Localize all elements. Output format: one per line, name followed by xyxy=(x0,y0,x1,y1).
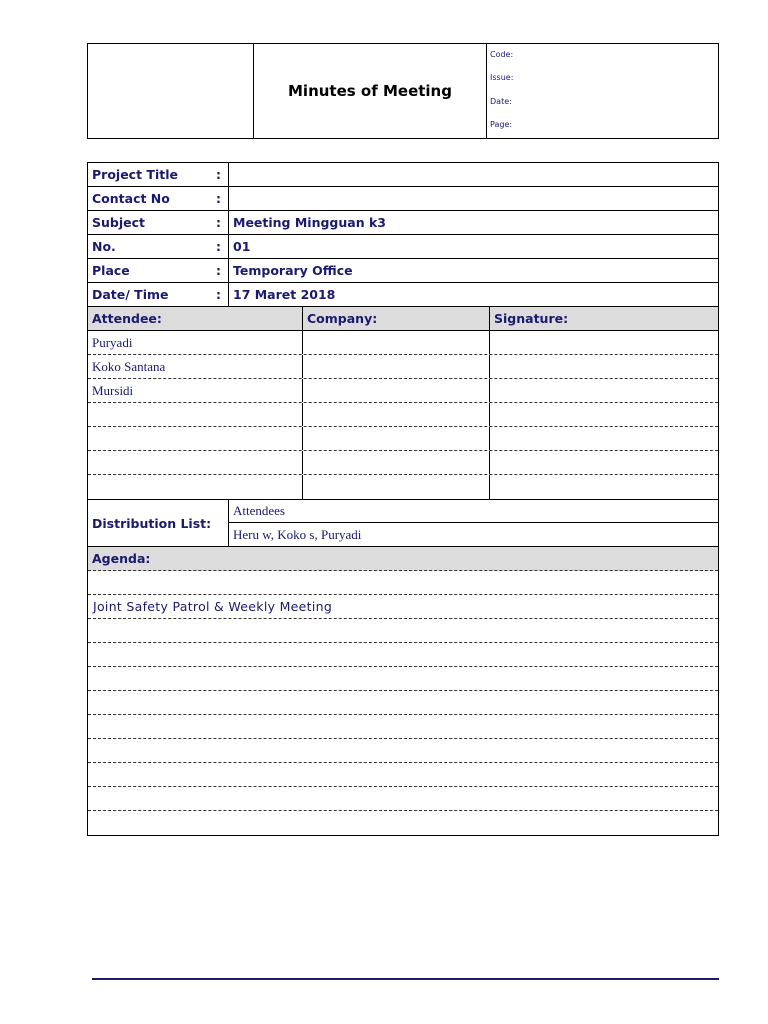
field-row-subject xyxy=(88,211,718,235)
distribution-value[interactable]: Attendees xyxy=(233,503,285,518)
meta-issue: Issue: xyxy=(490,73,514,82)
agenda-header xyxy=(88,547,718,571)
attendee-header-row xyxy=(88,307,718,331)
meta-date: Date: xyxy=(490,97,512,106)
field-label: Date/ Time : xyxy=(88,283,229,306)
field-label: Place : xyxy=(88,259,229,282)
attendee-header: Attendee: xyxy=(92,311,162,326)
attendee-name[interactable]: Puryadi xyxy=(92,334,133,350)
field-row-project-title xyxy=(88,163,718,187)
attendee-row xyxy=(88,379,718,403)
agenda-line[interactable] xyxy=(88,811,718,835)
agenda-line[interactable] xyxy=(88,667,718,691)
company-header: Company: xyxy=(307,311,378,326)
document-title: Minutes of Meeting xyxy=(288,82,452,100)
agenda-line[interactable] xyxy=(88,571,718,595)
signature-header: Signature: xyxy=(494,311,569,326)
attendee-name[interactable]: Koko Santana xyxy=(92,358,166,374)
field-label: Project Title : xyxy=(88,163,229,186)
agenda-line[interactable] xyxy=(88,619,718,643)
field-label: No. : xyxy=(88,235,229,258)
footer-divider xyxy=(92,978,719,980)
agenda-line[interactable] xyxy=(88,763,718,787)
field-row-contact-no xyxy=(88,187,718,211)
meta-page: Page: xyxy=(490,120,513,129)
field-value[interactable]: Temporary Office xyxy=(233,263,353,278)
field-value[interactable] xyxy=(229,163,718,186)
agenda-line[interactable] xyxy=(88,691,718,715)
document-header xyxy=(87,43,719,139)
logo-placeholder xyxy=(88,44,254,138)
attendee-row xyxy=(88,355,718,379)
field-label: Contact No : xyxy=(88,187,229,210)
distribution-label: Distribution List: xyxy=(88,500,229,546)
field-value[interactable]: Meeting Mingguan k3 xyxy=(233,215,386,230)
attendee-row xyxy=(88,475,718,499)
attendee-row xyxy=(88,331,718,355)
distribution-list xyxy=(88,499,718,547)
field-row-place xyxy=(88,259,718,283)
field-value[interactable]: 01 xyxy=(233,239,251,254)
agenda-line[interactable] xyxy=(88,787,718,811)
attendee-row xyxy=(88,403,718,427)
attendee-name[interactable]: Mursidi xyxy=(92,382,134,398)
agenda-line[interactable] xyxy=(88,715,718,739)
field-label: Subject : xyxy=(88,211,229,234)
meeting-form xyxy=(87,162,719,836)
attendee-row xyxy=(88,427,718,451)
attendee-row xyxy=(88,451,718,475)
title-cell xyxy=(254,44,487,138)
field-row-no xyxy=(88,235,718,259)
meta-code: Code: xyxy=(490,50,514,59)
field-value[interactable] xyxy=(229,187,718,210)
agenda-line[interactable]: Joint Safety Patrol & Weekly Meeting xyxy=(88,595,718,619)
document-meta xyxy=(487,44,718,138)
distribution-value[interactable]: Heru w, Koko s, Puryadi xyxy=(233,526,362,542)
field-row-date-time xyxy=(88,283,718,307)
agenda-label: Agenda: xyxy=(92,551,151,566)
agenda-line[interactable] xyxy=(88,643,718,667)
agenda-line[interactable] xyxy=(88,739,718,763)
field-value[interactable]: 17 Maret 2018 xyxy=(233,287,336,302)
